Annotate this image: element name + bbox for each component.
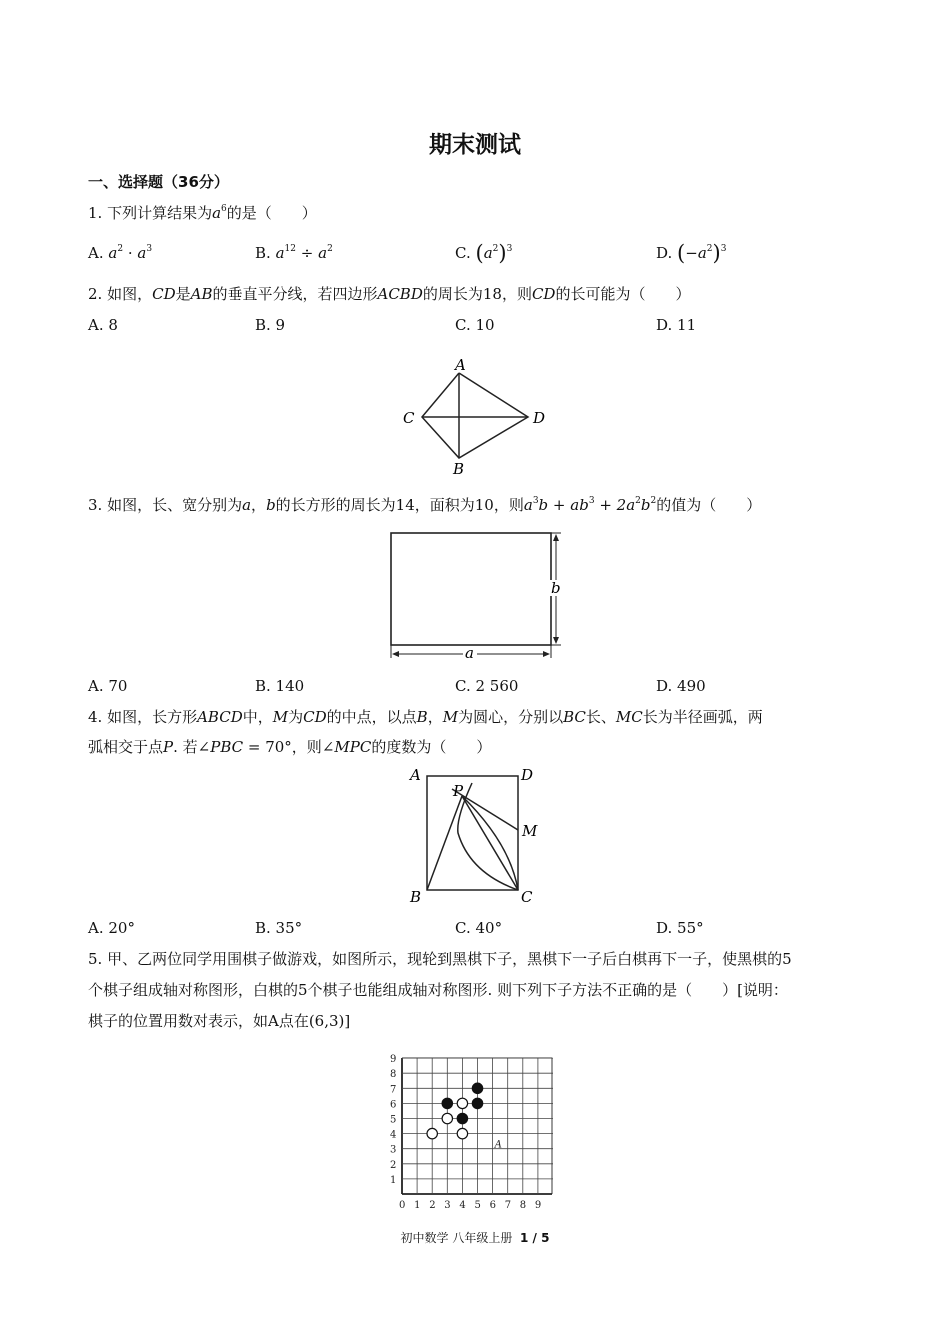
- fig-label-d: D: [533, 409, 546, 427]
- q4-option-c: C. 40°: [455, 919, 503, 937]
- page-title: 期末测试: [429, 132, 521, 158]
- fig-label-p: P: [453, 782, 464, 800]
- x-tick-label: 1: [414, 1200, 421, 1211]
- q3-option-a: A. 70: [88, 677, 128, 695]
- q4-option-b: B. 35°: [255, 919, 303, 937]
- y-tick-label: 8: [390, 1069, 397, 1081]
- white-stone: [457, 1128, 467, 1138]
- q1-option-b: B. $a^{12} \div a^2$: [255, 244, 333, 262]
- section-heading: 一、选择题（36分）: [88, 173, 229, 191]
- q1-option-c: C. $(a^2)^3$: [455, 241, 513, 265]
- fig-label-a: a: [465, 644, 474, 662]
- fig-label-b: B: [410, 888, 422, 906]
- y-tick-label: 9: [390, 1054, 397, 1066]
- fig-label-a: A: [410, 766, 421, 784]
- y-tick-label: 7: [390, 1084, 397, 1096]
- fig-label-c: C: [403, 409, 415, 427]
- black-stone: [472, 1083, 482, 1093]
- q2-option-d: D. 11: [656, 316, 697, 334]
- x-tick-label: 4: [459, 1200, 466, 1211]
- x-tick-label: 6: [489, 1200, 496, 1211]
- question-3: 3. 如图，长、宽分别为a，b的长方形的周长为14，面积为10，则$a^3b + ab^3 + 2a^2b^2$的值为（ ）: [88, 496, 762, 514]
- x-tick-label: 3: [444, 1200, 451, 1211]
- q2-option-c: C. 10: [455, 316, 495, 334]
- black-stone: [457, 1113, 467, 1123]
- question-4-line-1: 4. 如图，长方形ABCD中，M为CD的中点，以点B，M为圆心，分别以BC长、MC长为半径画弧，两: [88, 708, 763, 726]
- y-tick-label: 1: [390, 1174, 397, 1186]
- y-tick-label: 4: [390, 1129, 397, 1141]
- fig-label-c: C: [521, 888, 533, 906]
- x-tick-label: 8: [519, 1200, 527, 1211]
- x-tick-label: 2: [429, 1200, 436, 1211]
- page-footer: 初中数学 八年级上册 1 / 5: [400, 1231, 550, 1245]
- q4-rectangle-arcs-figure: [400, 763, 550, 908]
- q1-option-d: D. $(-a^2)^3$: [656, 241, 727, 265]
- x-tick-label: 9: [534, 1200, 542, 1211]
- question-1: 1. 下列计算结果为$a^6$的是（ ）: [88, 204, 317, 222]
- white-stone: [442, 1113, 452, 1123]
- white-stone: [427, 1128, 437, 1138]
- x-tick-label: 0: [399, 1200, 406, 1211]
- q4-option-d: D. 55°: [656, 919, 704, 937]
- y-tick-label: 3: [390, 1144, 397, 1156]
- x-tick-label: 5: [474, 1200, 481, 1211]
- question-5-line-2: 个棋子组成轴对称图形，白棋的5个棋子也能组成轴对称图形. 则下列下子方法不正确的是（ ）[说明：: [88, 981, 788, 999]
- q3-option-c: C. 2 560: [455, 677, 519, 695]
- fig-label-d: D: [521, 766, 534, 784]
- x-tick-label: 7: [504, 1200, 512, 1211]
- point-a-label: A: [494, 1139, 502, 1151]
- question-5-line-1: 5. 甲、乙两位同学用围棋子做游戏，如图所示，现轮到黑棋下子，黑棋下一子后白棋再下一子，使黑棋的5: [88, 950, 792, 968]
- question-5-line-3: 棋子的位置用数对表示，如A点在(6,3)]: [88, 1012, 351, 1030]
- white-stone: [457, 1098, 467, 1108]
- q5-go-board-figure: [388, 1050, 560, 1218]
- q2-kite-figure: [395, 355, 555, 480]
- black-stone: [472, 1098, 482, 1108]
- black-stone: [442, 1098, 452, 1108]
- q3-rectangle-figure: [385, 527, 570, 662]
- q1-option-a: A. $a^2 \cdot a^3$: [88, 244, 153, 262]
- q3-option-b: B. 140: [255, 677, 305, 695]
- question-4-line-2: 弧相交于点P. 若∠PBC = 70°，则∠MPC的度数为（ ）: [88, 738, 492, 756]
- q4-option-a: A. 20°: [88, 919, 135, 937]
- fig-label-b: b: [551, 579, 561, 597]
- y-tick-label: 2: [390, 1159, 397, 1171]
- fig-label-b: B: [453, 460, 465, 478]
- fig-label-m: M: [522, 822, 538, 840]
- question-2: 2. 如图，CD是AB的垂直平分线，若四边形ACBD的周长为18，则CD的长可能为（ ）: [88, 285, 691, 303]
- fig-label-a: A: [455, 356, 466, 374]
- q2-option-a: A. 8: [88, 316, 118, 334]
- q3-option-d: D. 490: [656, 677, 706, 695]
- q2-option-b: B. 9: [255, 316, 286, 334]
- y-tick-label: 5: [390, 1114, 397, 1126]
- y-tick-label: 6: [390, 1099, 397, 1111]
